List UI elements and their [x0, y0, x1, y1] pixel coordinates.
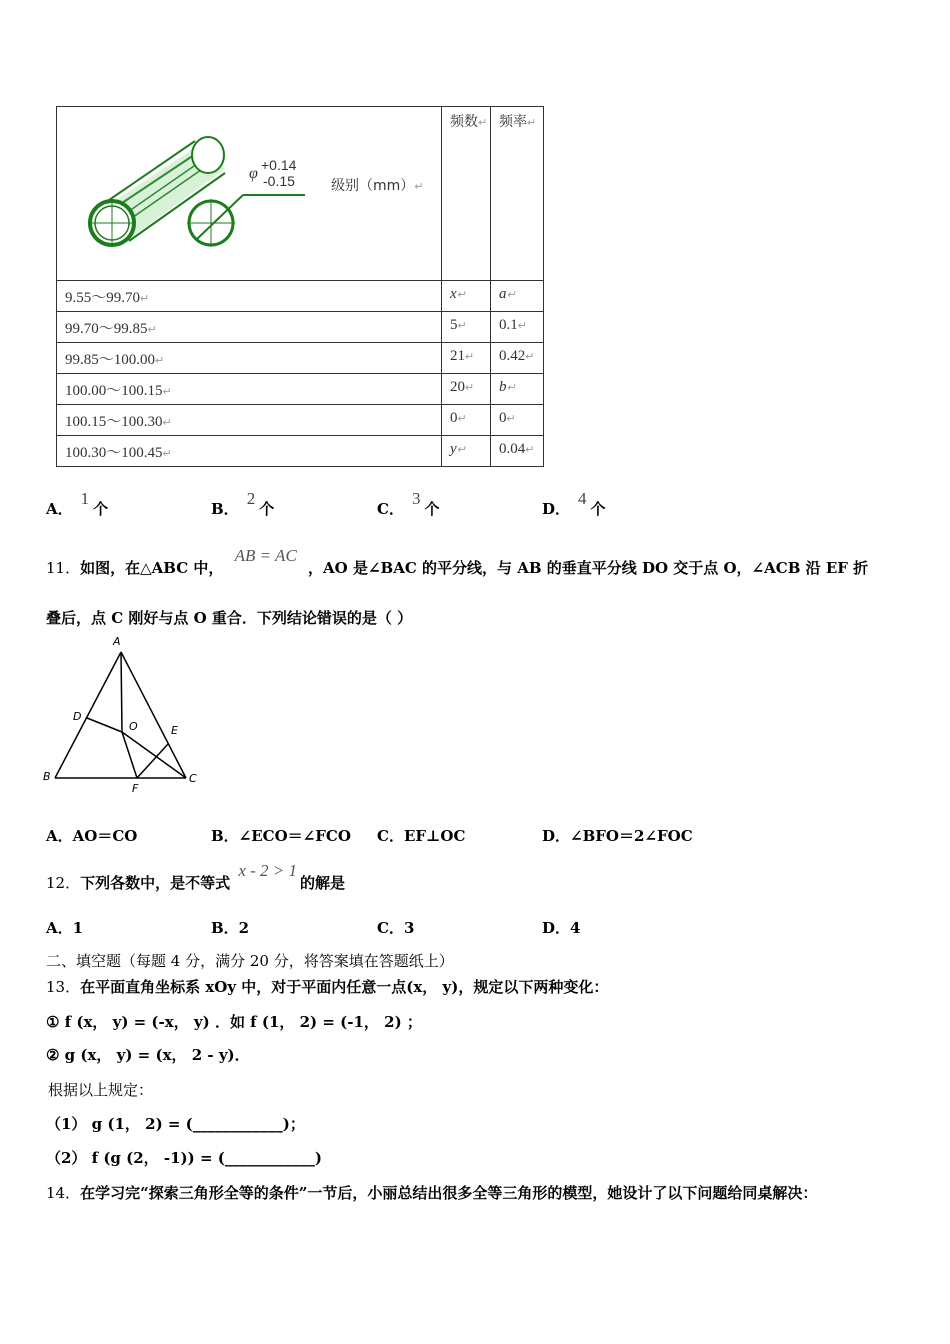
pipe-figure-cell: [57, 107, 442, 281]
q11-option-c[interactable]: C．EF⊥OC: [377, 827, 466, 845]
segment-oc: [122, 732, 186, 778]
segment-of: [122, 732, 137, 778]
q10-option-b[interactable]: B．2个: [211, 489, 275, 518]
q11-line2: 叠后，点 C 刚好与点 O 重合．下列结论错误的是（ ）: [46, 609, 413, 627]
triangle-figure: [40, 632, 210, 802]
tolerance-upper: +0.14: [261, 157, 297, 173]
q13-part1[interactable]: （1） g (1， 2) = (____________)；: [46, 1115, 305, 1133]
side-ab: [55, 652, 121, 778]
q13-part2[interactable]: （2） f (g (2， -1)) = (____________): [46, 1149, 322, 1167]
label-f: F: [132, 782, 139, 795]
q12-math: x - 2 > 1: [238, 861, 298, 880]
label-c: C: [189, 772, 197, 785]
q13-rule2: ② g (x， y) = (x， 2 - y)．: [46, 1046, 250, 1064]
q13-prompt: 根据以上规定：: [48, 1081, 154, 1099]
q11-math: AB = AC: [234, 546, 297, 565]
label-o: O: [129, 720, 138, 733]
q12-option-d[interactable]: D．4: [542, 919, 581, 937]
table-row: 100.30～100.45↵ y↵ 0.04↵: [57, 436, 544, 467]
label-a: A: [113, 635, 121, 648]
section-heading: 二、填空题（每题 4 分，满分 20 分，将答案填在答题纸上）: [46, 952, 454, 970]
q11-option-d[interactable]: D．∠BFO＝2∠FOC: [542, 827, 693, 845]
segment-do: [87, 718, 122, 732]
q14-line: 14．在学习完“探索三角形全等的条件”一节后，小丽总结出很多全等三角形的模型，她设计了以下问题给同桌解决：: [46, 1184, 818, 1202]
q12-option-b[interactable]: B．2: [211, 919, 250, 937]
q13-rule1: ① f (x， y) = (-x， y) ．如 f (1， 2) = (-1， 2) ；: [46, 1013, 422, 1031]
q10-option-d[interactable]: D．4个: [542, 489, 606, 518]
table-row: 9.55～99.70↵ x↵ a↵: [57, 281, 544, 312]
q10-option-c[interactable]: C．3个: [377, 489, 440, 518]
tolerance-lower: -0.15: [263, 173, 295, 189]
q12-line: 12．下列各数中，是不等式 x - 2 > 1的解是: [46, 861, 346, 892]
grade-label: 级别（mm）↵: [331, 178, 424, 194]
label-e: E: [171, 724, 178, 737]
table-row: 99.85～100.00↵ 21↵ 0.42↵: [57, 343, 544, 374]
label-b: B: [43, 770, 51, 783]
table-row: 99.70～99.85↵ 5↵ 0.1↵: [57, 312, 544, 343]
label-d: D: [73, 710, 82, 723]
q13-line: 13．在平面直角坐标系 xOy 中，对于平面内任意一点(x， y)，规定以下两种变化：: [46, 978, 609, 996]
header-freq: 频数↵: [442, 107, 491, 281]
table-header-row: [57, 107, 544, 281]
q11-option-b[interactable]: B．∠ECO＝∠FCO: [211, 827, 351, 845]
phi-symbol: φ: [249, 165, 258, 182]
table-row: 100.15～100.30↵ 0↵ 0↵: [57, 405, 544, 436]
table-row: 100.00～100.15↵ 20↵ b↵: [57, 374, 544, 405]
q11-line1: 11．如图，在△ABC 中， AB = AC ，AO 是∠BAC 的平分线，与 AB 的垂直平分线 DO 交于点 O，∠ACB 沿 EF 折: [46, 546, 869, 577]
q12-option-a[interactable]: A．1: [46, 919, 84, 937]
q11-option-a[interactable]: A．AO＝CO: [46, 827, 138, 845]
header-rate: 频率↵: [491, 107, 544, 281]
frequency-table: [56, 106, 544, 467]
segment-ao: [121, 652, 122, 732]
q12-option-c[interactable]: C．3: [377, 919, 415, 937]
q10-option-a[interactable]: A．1个: [46, 489, 109, 518]
